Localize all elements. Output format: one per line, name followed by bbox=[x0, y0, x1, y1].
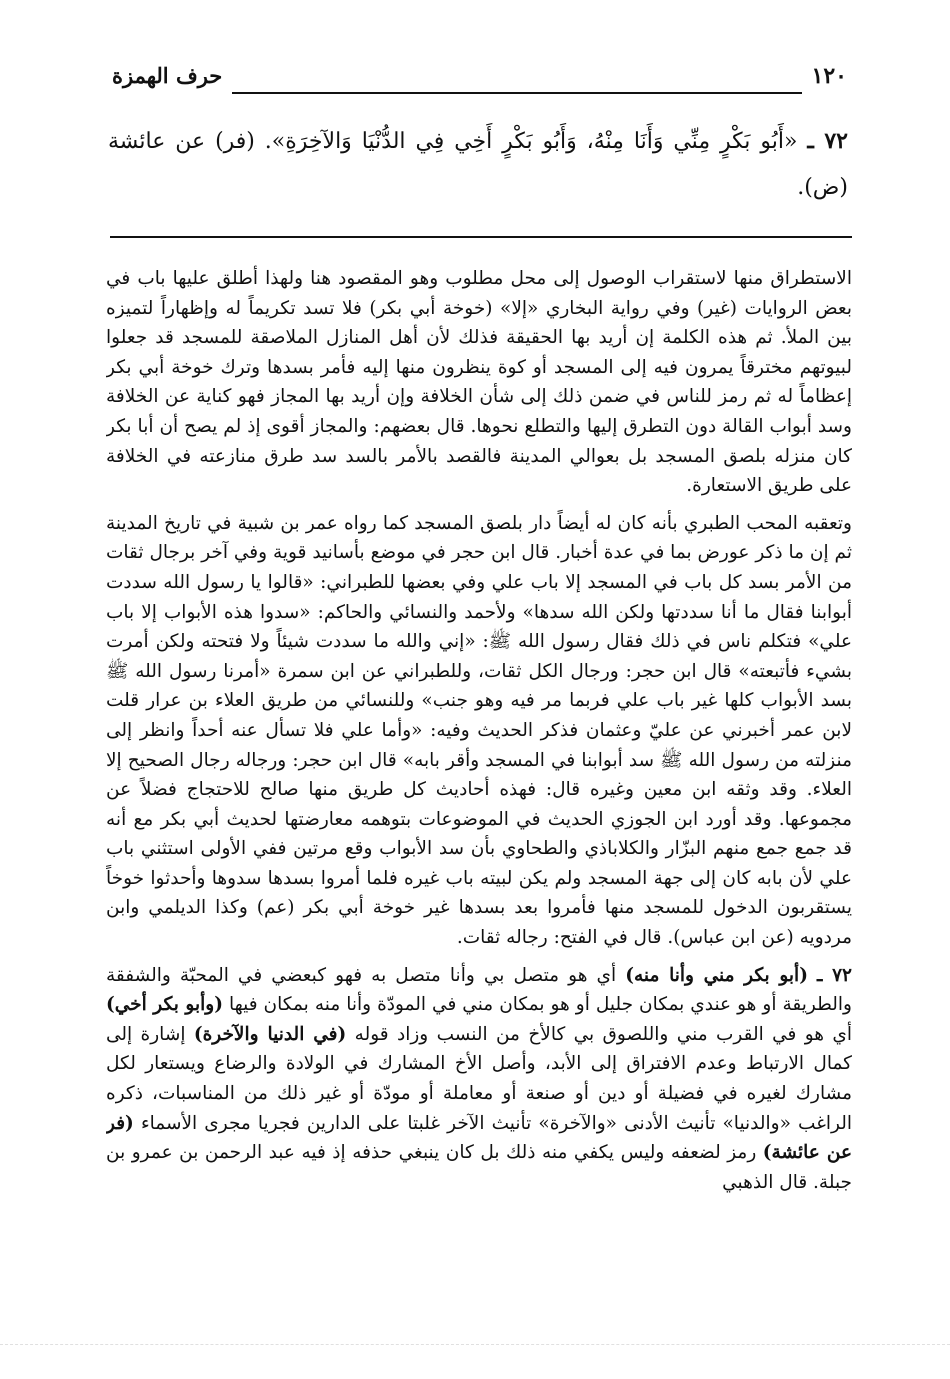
hadith-text: «أَبُو بَكْرٍ مِنِّي وَأَنَا مِنْهُ، وَأَبُو بَكْرٍ أَخِي فِي الدُّنْيَا وَالآخِرَةِ». (فر) عن عائشة (ض). bbox=[108, 129, 848, 200]
commentary-block bbox=[106, 264, 852, 1324]
commentary-text-c: إشارة إلى كمال الارتباط وعدم الافتراق إلى الأبد، وأصل الأخ المشارك في الولادة والرضاع ويستعار لكل مشارك لغيره في فضيلة أو دين أو صنعة أو معاملة أو مودّة أو غير ذلك من المناسبات، ذكره الراغب «والدنيا» تأنيث الأدنى «والآخرة» تأنيث الآخر غلبتا على الدارين فجريا مجرى الأسماء bbox=[106, 1023, 852, 1134]
chapter-title: حرف الهمزة bbox=[112, 63, 223, 88]
header-rule bbox=[232, 70, 801, 94]
commentary-text-b: أي هو في القرب مني واللصوق بي كالأخ من النسب وزاد قوله bbox=[354, 1023, 852, 1045]
commentary-paragraph-2: وتعقبه المحب الطبري بأنه كان له أيضاً دار بلصق المسجد كما رواه عمر بن شبية في تاريخ المدينة ثم إن ما ذكر عورض بما في عدة أخبار. قال ابن حجر في موضع بأسانيد قوية وفي آخر برجال ثقات من الأمر بسد كل باب في المسجد إلا باب علي وفي بعضها للطبراني: «قالوا يا رسول الله سددت أبوابنا فقال ما أنا سددتها ولكن الله سدها» ولأحمد والنسائي والحاكم: «سدوا هذه الأبواب إلا باب علي» فتكلم ناس في ذلك فقال رسول الله ﷺ: «إني والله ما سددت شيئاً ولا فتحته ولكن أمرت بشيء فأتبعته» قال ابن حجر: ورجال الكل ثقات، وللطبراني عن ابن سمرة «أمرنا رسول الله ﷺ بسد الأبواب كلها غير باب علي فربما مر فيه وهو جنب» وللنسائي من طريق العلاء بن عرار قلت لابن عمر أخبرني عن عليّ وعثمان فذكر الحديث وفيه: «وأما علي فلا تسأل عنه أحداً وانظر إلى منزلته من رسول الله ﷺ سد أبوابنا في المسجد وأقر بابه» قال ابن حجر: ورجاله رجال الصحيح إلا العلاء. وقد وثقه ابن معين وغيره قال: فهذه أحاديث كل طريق منها صالح للاحتجاج فضلاً عن مجموعها. وقد أورد ابن الجوزي الحديث في الموضوعات بتوهمه معارضتها لحديث أبي بكر مع أنه قد جمع جمع منهم البزّار والكلاباذي والطحاوي بأن سد الأبواب وقع مرتين ففي الأولى استثني باب علي لأن بابه كان إلى جهة المسجد ولم يكن لبيته باب غيره فلما أمروا بسدها سدوها وأحدثوا خوخاً يستقربون الدخول للمسجد منها فأمروا بعد بسدها غير خوخة أبي بكر (عم) وكذا الديلمي وابن مردويه (عن ابن عباس). قال في الفتح: رجاله ثقات. bbox=[106, 512, 852, 949]
hadith-number: ٧٢ ـ bbox=[807, 128, 848, 154]
commentary-paragraph-3 bbox=[106, 961, 852, 1198]
hadith-text-block bbox=[108, 118, 848, 211]
running-head bbox=[112, 58, 847, 94]
commentary-text-d: رمز لضعفه وليس يكفي منه ذلك بل كان ينبغي حذفه إذ فيه عبد الرحمن بن عمرو بن جبلة. قال الذهبي bbox=[106, 1142, 852, 1193]
commentary-text-a: أي هو متصل بي وأنا متصل به فهو كبعضي في المحبّة والشفقة والطريقة أو هو عندي بمكان جليل أو هو بمكان مني في المودّة وأنا منه بمكان فيها bbox=[106, 964, 852, 1016]
commentary-lemma-3: (في الدنيا والآخرة) bbox=[193, 1023, 347, 1045]
commentary-paragraph-1: الاستطراق منها لاستقراب الوصول إلى محل مطلوب وهو المقصود هنا ولهذا أطلق عليها باب في بعض الروايات (غير) وفي رواية البخاري «إلا» (خوخة أبي بكر) فلا تسد تكريماً له وإظهاراً لتميزه بين الملأ. ثم هذه الكلمة إن أريد بها الحقيقة فذلك لأن أهل المنازل الملاصقة للمسجد قد جعلوا لبيوتهم مخترقاً يمرون فيه إلى المسجد أو كوة ينظرون منها إليه فأمر بسدها وترك خوخة أبي بكر إعظاماً له ثم رمز للناس في ضمن ذلك إلى شأن الخلافة وإن أريد بها المجاز فهو كناية عن الخلافة وسد أبواب القالة دون التطرق إليها والتطلع نحوها. قال بعضهم: والمجاز أقوى إذ لم يصح أن أبا بكر كان منزله بلصق المسجد بل بعوالي المدينة فالقصد بالأمر بالسد سد طرق منازعته في الخلافة على طريق الاستعارة. bbox=[106, 268, 852, 497]
commentary-hadith-number: ٧٢ ـ bbox=[817, 964, 852, 986]
commentary-lemma-2: (وأبو بكر أخي) bbox=[106, 994, 223, 1016]
scan-edge-artifact bbox=[0, 1344, 950, 1353]
footnote-divider bbox=[110, 236, 852, 238]
commentary-lemma-4: (فر عن عائشة) bbox=[106, 1112, 852, 1164]
commentary-lemma-1: (أبو بكر مني وأنا منه) bbox=[625, 964, 808, 986]
page-number: ١٢٠ bbox=[811, 63, 847, 89]
